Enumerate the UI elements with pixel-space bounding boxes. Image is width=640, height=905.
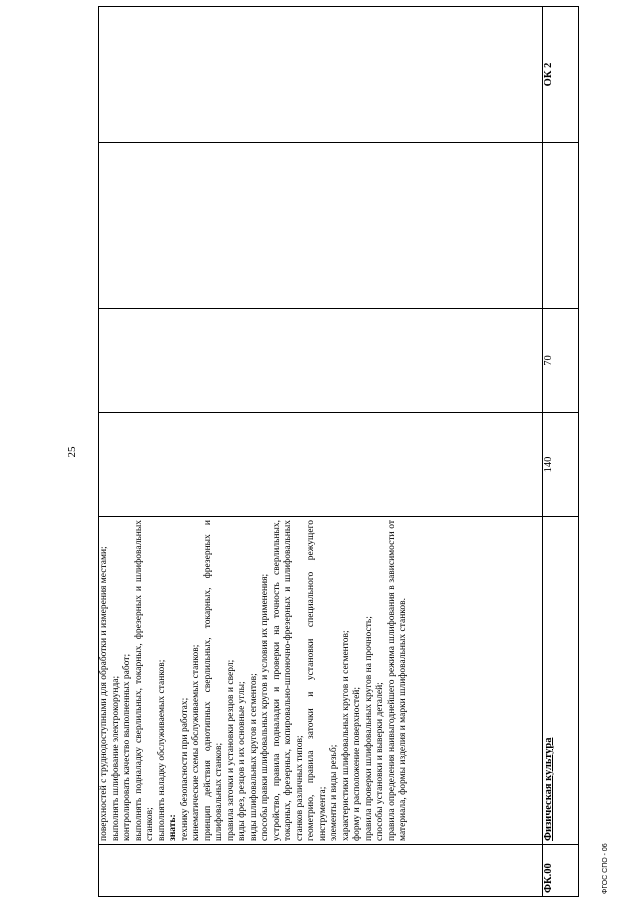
know-line: способы правки шлифовальных кругов и условия их применения; [260,573,270,841]
know-line: правила заточки и установки резцов и сверл; [225,659,236,841]
know-line: характеристики шлифовальных кругов и сегментов; [340,630,351,841]
max-hours: 140 [543,413,579,517]
know-line: форму и расположение поверхностей; [352,686,362,841]
curriculum-table [98,6,579,897]
know-line: технику безопасности при работах; [179,697,190,841]
rotated-page [18,2,626,902]
know-line: правила проверки шлифовальных кругов на прочность; [363,616,374,841]
know-line: геометрию, правила заточки и установки специального режущего инструмента; [306,520,328,841]
max-hours-cell [99,413,543,517]
competence-code: ОК 2 [543,7,579,143]
discipline-name: Физическая культура [543,517,579,845]
know-line: принцип действия однотипных сверлильных, токарных, фрезерных и шлифовальных станков; [202,520,224,841]
competence-cell [99,7,543,143]
know-label: знать: [168,814,178,841]
content-line: выполнять шлифование электрокорунда; [110,675,121,841]
discipline-code: ФК.00 [543,845,579,897]
required-hours: 70 [543,309,579,413]
code-cell [99,845,543,897]
know-line: правила определения наивыгоднейшего режима шлифования в зависимости от материала, формы изделия и марки шлифовальных станков. [386,520,408,841]
content-line: выполнять наладку обслуживаемых станков; [156,659,167,841]
know-line: виды фрез, резцов и их основные углы; [237,681,247,841]
table-row [99,7,543,897]
disciplines-empty-cell [543,143,579,309]
disciplines-cell [99,143,543,309]
content-line: выполнять подналадку сверлильных, токарных, фрезерных и шлифовальных станков; [133,520,155,841]
content-cell [99,517,543,845]
know-line: элементы и виды резьб; [329,744,339,841]
know-line: кинематические схемы обслуживаемых станков; [191,644,201,841]
content-line: контролировать качество выполненных работ; [122,653,132,841]
required-hours-cell [99,309,543,413]
table-row-physical-culture [543,7,579,897]
know-line: способы установки и выверки деталей; [375,682,385,841]
know-line: виды шлифовальных кругов и сегментов; [248,673,259,841]
know-line: устройство, правила подналадки и проверки на точность сверлильных, токарных, фрезерных, копировально-шпоночно-фрезерных и шлифовальных станков различных типов; [271,520,305,841]
content-line: поверхностей с труднодоступными для обработки и измерения местами; [99,546,109,841]
footer-label: ФГОС СПО - 06 [602,843,609,894]
page-number: 25 [66,446,78,458]
